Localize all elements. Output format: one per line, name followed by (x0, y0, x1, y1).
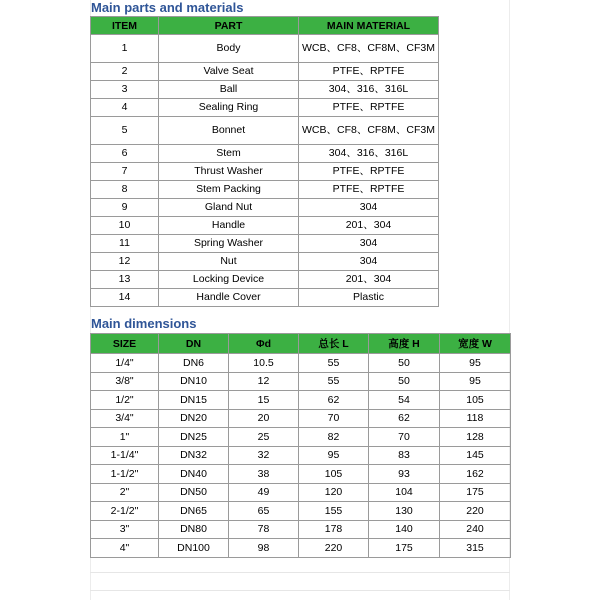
parts-cell-item: 4 (91, 99, 159, 117)
dimensions-table (90, 333, 511, 558)
parts-cell-part: Body (159, 35, 299, 63)
parts-cell-item: 12 (91, 253, 159, 271)
dimensions-cell-size: 3/8" (91, 372, 159, 391)
parts-cell-material: 304 (299, 235, 439, 253)
parts-header-row (91, 17, 439, 35)
parts-cell-part: Stem Packing (159, 181, 299, 199)
dimensions-cell-height-h: 140 (369, 520, 440, 539)
dimensions-cell-length-l: 62 (299, 391, 369, 410)
parts-cell-part: Ball (159, 81, 299, 99)
parts-cell-material: 304、316、316L (299, 81, 439, 99)
parts-row (91, 163, 439, 181)
dimensions-section-title: Main dimensions (91, 316, 197, 331)
parts-section-title: Main parts and materials (91, 0, 244, 15)
parts-cell-item: 2 (91, 63, 159, 81)
parts-cell-item: 9 (91, 199, 159, 217)
dimensions-cell-phi-d: 10.5 (229, 354, 299, 373)
parts-cell-material: PTFE、RPTFE (299, 63, 439, 81)
dimensions-cell-length-l: 155 (299, 502, 369, 521)
header-main-material: MAIN MATERIAL (299, 17, 439, 35)
dimensions-row (91, 502, 511, 521)
dimensions-cell-dn: DN25 (159, 428, 229, 447)
dimensions-cell-width-w: 95 (440, 354, 511, 373)
dimensions-cell-width-w: 145 (440, 446, 511, 465)
dimensions-cell-size: 4" (91, 539, 159, 558)
dimensions-cell-length-l: 95 (299, 446, 369, 465)
parts-cell-part: Bonnet (159, 117, 299, 145)
dimensions-cell-size: 3" (91, 520, 159, 539)
parts-cell-material: 201、304 (299, 217, 439, 235)
dimensions-cell-height-h: 54 (369, 391, 440, 410)
parts-cell-part: Nut (159, 253, 299, 271)
dimensions-cell-length-l: 178 (299, 520, 369, 539)
dimensions-cell-phi-d: 12 (229, 372, 299, 391)
dimensions-cell-width-w: 175 (440, 483, 511, 502)
dimensions-cell-dn: DN10 (159, 372, 229, 391)
dimensions-cell-length-l: 55 (299, 372, 369, 391)
dimensions-row (91, 520, 511, 539)
dimensions-cell-dn: DN6 (159, 354, 229, 373)
dimensions-cell-phi-d: 65 (229, 502, 299, 521)
dimensions-cell-length-l: 82 (299, 428, 369, 447)
parts-cell-material: PTFE、RPTFE (299, 181, 439, 199)
parts-cell-part: Locking Device (159, 271, 299, 289)
parts-cell-item: 8 (91, 181, 159, 199)
dimensions-cell-size: 1/2" (91, 391, 159, 410)
header-length-l: 总长 L (299, 334, 369, 354)
header-width-w: 宽度 W (440, 334, 511, 354)
dimensions-row (91, 483, 511, 502)
parts-cell-part: Spring Washer (159, 235, 299, 253)
dimensions-cell-dn: DN65 (159, 502, 229, 521)
parts-cell-part: Stem (159, 145, 299, 163)
dimensions-cell-phi-d: 98 (229, 539, 299, 558)
dimensions-row (91, 409, 511, 428)
dimensions-cell-phi-d: 38 (229, 465, 299, 484)
dimensions-cell-width-w: 315 (440, 539, 511, 558)
parts-row (91, 63, 439, 81)
dimensions-cell-width-w: 118 (440, 409, 511, 428)
dimensions-cell-height-h: 50 (369, 354, 440, 373)
parts-row (91, 271, 439, 289)
header-dn: DN (159, 334, 229, 354)
parts-row (91, 289, 439, 307)
dimensions-cell-size: 2" (91, 483, 159, 502)
dimensions-cell-length-l: 70 (299, 409, 369, 428)
parts-row (91, 81, 439, 99)
dimensions-row (91, 465, 511, 484)
dimensions-cell-size: 1" (91, 428, 159, 447)
dimensions-cell-length-l: 120 (299, 483, 369, 502)
parts-cell-material: PTFE、RPTFE (299, 99, 439, 117)
dimensions-cell-phi-d: 15 (229, 391, 299, 410)
dimensions-cell-dn: DN20 (159, 409, 229, 428)
parts-row (91, 117, 439, 145)
dimensions-cell-height-h: 70 (369, 428, 440, 447)
dimensions-cell-phi-d: 78 (229, 520, 299, 539)
header-phi-d: Φd (229, 334, 299, 354)
dimensions-cell-size: 3/4" (91, 409, 159, 428)
dimensions-cell-height-h: 130 (369, 502, 440, 521)
parts-row (91, 35, 439, 63)
parts-row (91, 235, 439, 253)
dimensions-row (91, 539, 511, 558)
parts-cell-part: Handle Cover (159, 289, 299, 307)
parts-table (90, 16, 439, 307)
dimensions-cell-dn: DN40 (159, 465, 229, 484)
dimensions-cell-dn: DN15 (159, 391, 229, 410)
parts-cell-material: 304、316、316L (299, 145, 439, 163)
dimensions-cell-phi-d: 20 (229, 409, 299, 428)
parts-cell-item: 7 (91, 163, 159, 181)
parts-cell-material: 304 (299, 253, 439, 271)
header-size: SIZE (91, 334, 159, 354)
dimensions-row (91, 354, 511, 373)
dimensions-cell-width-w: 128 (440, 428, 511, 447)
parts-cell-material: 304 (299, 199, 439, 217)
dimensions-row (91, 372, 511, 391)
dimensions-cell-height-h: 104 (369, 483, 440, 502)
parts-cell-item: 13 (91, 271, 159, 289)
parts-cell-item: 3 (91, 81, 159, 99)
dimensions-cell-phi-d: 49 (229, 483, 299, 502)
dimensions-cell-size: 1-1/2" (91, 465, 159, 484)
parts-cell-item: 10 (91, 217, 159, 235)
parts-row (91, 181, 439, 199)
header-height-h: 高度 H (369, 334, 440, 354)
dimensions-cell-length-l: 220 (299, 539, 369, 558)
dimensions-cell-width-w: 105 (440, 391, 511, 410)
parts-cell-material: 201、304 (299, 271, 439, 289)
parts-row (91, 217, 439, 235)
parts-row (91, 199, 439, 217)
dimensions-cell-phi-d: 32 (229, 446, 299, 465)
dimensions-cell-width-w: 240 (440, 520, 511, 539)
dimensions-cell-width-w: 95 (440, 372, 511, 391)
header-item: ITEM (91, 17, 159, 35)
parts-cell-material: PTFE、RPTFE (299, 163, 439, 181)
dimensions-cell-length-l: 55 (299, 354, 369, 373)
parts-row (91, 253, 439, 271)
parts-cell-part: Gland Nut (159, 199, 299, 217)
dimensions-cell-length-l: 105 (299, 465, 369, 484)
dimensions-cell-height-h: 50 (369, 372, 440, 391)
dimensions-cell-height-h: 93 (369, 465, 440, 484)
parts-cell-part: Handle (159, 217, 299, 235)
dimensions-cell-height-h: 175 (369, 539, 440, 558)
parts-cell-material: WCB、CF8、CF8M、CF3M (299, 35, 439, 63)
parts-row (91, 145, 439, 163)
dimensions-cell-width-w: 220 (440, 502, 511, 521)
header-part: PART (159, 17, 299, 35)
dimensions-cell-dn: DN80 (159, 520, 229, 539)
parts-cell-material: WCB、CF8、CF8M、CF3M (299, 117, 439, 145)
dimensions-cell-phi-d: 25 (229, 428, 299, 447)
dimensions-cell-dn: DN50 (159, 483, 229, 502)
dimensions-cell-dn: DN100 (159, 539, 229, 558)
dimensions-cell-size: 1-1/4" (91, 446, 159, 465)
parts-cell-item: 14 (91, 289, 159, 307)
parts-cell-part: Sealing Ring (159, 99, 299, 117)
dimensions-cell-width-w: 162 (440, 465, 511, 484)
dimensions-cell-height-h: 62 (369, 409, 440, 428)
parts-cell-item: 6 (91, 145, 159, 163)
dimensions-cell-dn: DN32 (159, 446, 229, 465)
parts-cell-item: 1 (91, 35, 159, 63)
dimensions-row (91, 446, 511, 465)
parts-row (91, 99, 439, 117)
parts-cell-item: 11 (91, 235, 159, 253)
dimensions-row (91, 391, 511, 410)
dimensions-row (91, 428, 511, 447)
parts-cell-part: Thrust Washer (159, 163, 299, 181)
parts-cell-part: Valve Seat (159, 63, 299, 81)
dimensions-cell-size: 1/4" (91, 354, 159, 373)
parts-cell-item: 5 (91, 117, 159, 145)
dimensions-header-row (91, 334, 511, 354)
parts-cell-material: Plastic (299, 289, 439, 307)
dimensions-cell-size: 2-1/2" (91, 502, 159, 521)
dimensions-cell-height-h: 83 (369, 446, 440, 465)
